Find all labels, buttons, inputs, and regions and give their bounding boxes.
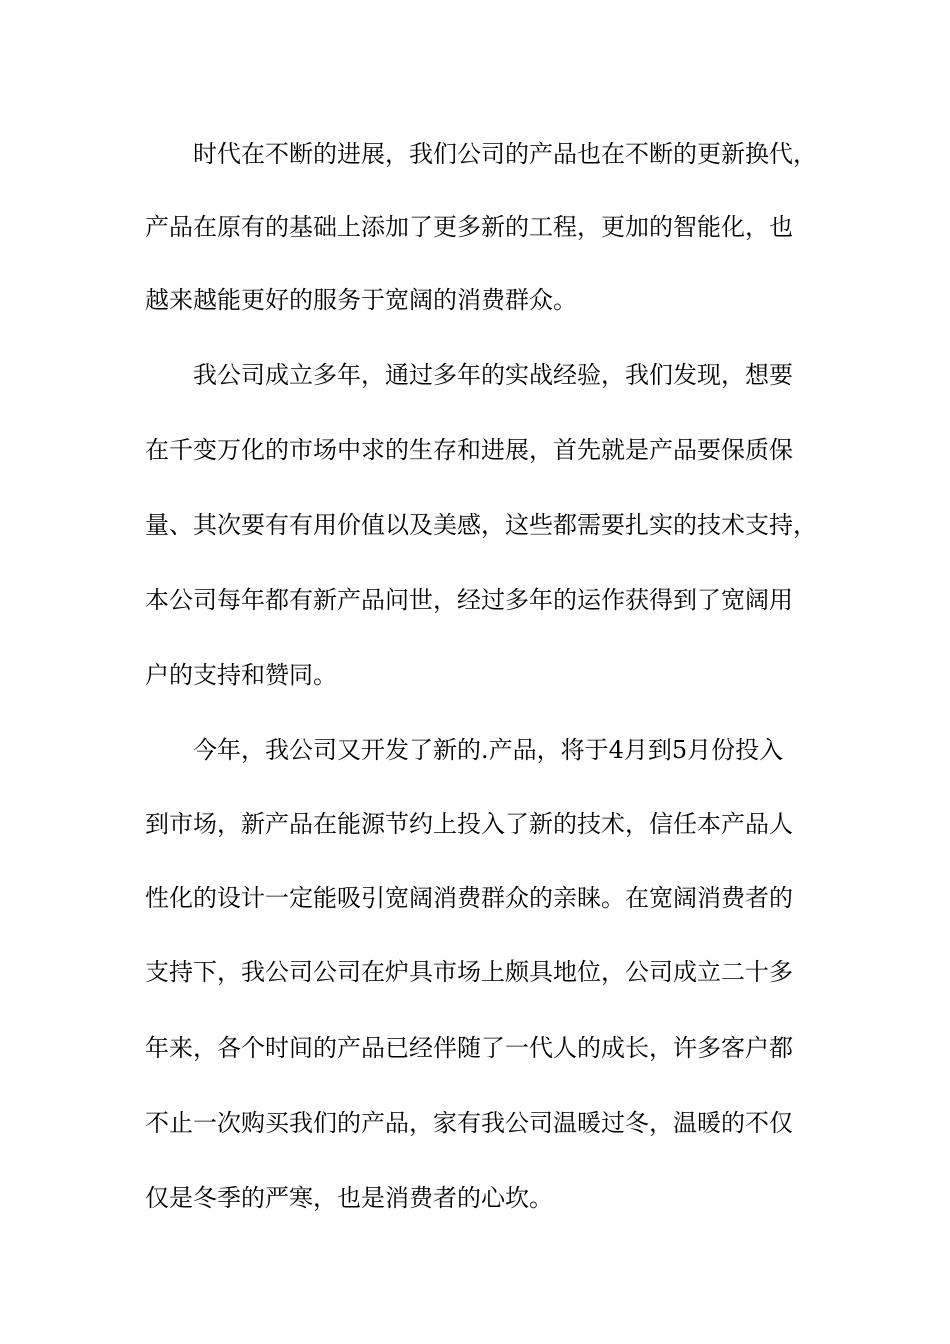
text-line: 时代在不断的进展，我们公司的产品也在不断的更新换代， (193, 140, 817, 168)
text-line: 户的支持和赞同。 (145, 661, 337, 689)
text-line: 我公司成立多年，通过多年的实战经验，我们发现，想要 (193, 361, 793, 389)
text-line: 年来，各个时间的产品已经伴随了一代人的成长，许多客户都 (145, 1034, 793, 1062)
text-line: 本公司每年都有新产品问世，经过多年的运作获得到了宽阔用 (145, 586, 793, 614)
text-line: 不止一次购买我们的产品，家有我公司温暖过冬，温暖的不仅 (145, 1109, 793, 1137)
text-line: 今年，我公司又开发了新的.产品，将于4月到5月份投入 (193, 736, 784, 764)
text-line: 量、其次要有有用价值以及美感，这些都需要扎实的技术支持， (145, 511, 817, 539)
text-line: 产品在原有的基础上添加了更多新的工程，更加的智能化，也 (145, 213, 793, 241)
text-line: 仅是冬季的严寒，也是消费者的心坎。 (145, 1184, 553, 1212)
text-line: 性化的设计一定能吸引宽阔消费群众的亲睐。在宽阔消费者的 (145, 884, 793, 912)
text-line: 越来越能更好的服务于宽阔的消费群众。 (145, 286, 577, 314)
text-line: 支持下，我公司公司在炉具市场上颇具地位，公司成立二十多 (145, 958, 793, 986)
text-line: 到市场，新产品在能源节约上投入了新的技术，信任本产品人 (145, 810, 793, 838)
text-line: 在千变万化的市场中求的生存和进展，首先就是产品要保质保 (145, 436, 793, 464)
